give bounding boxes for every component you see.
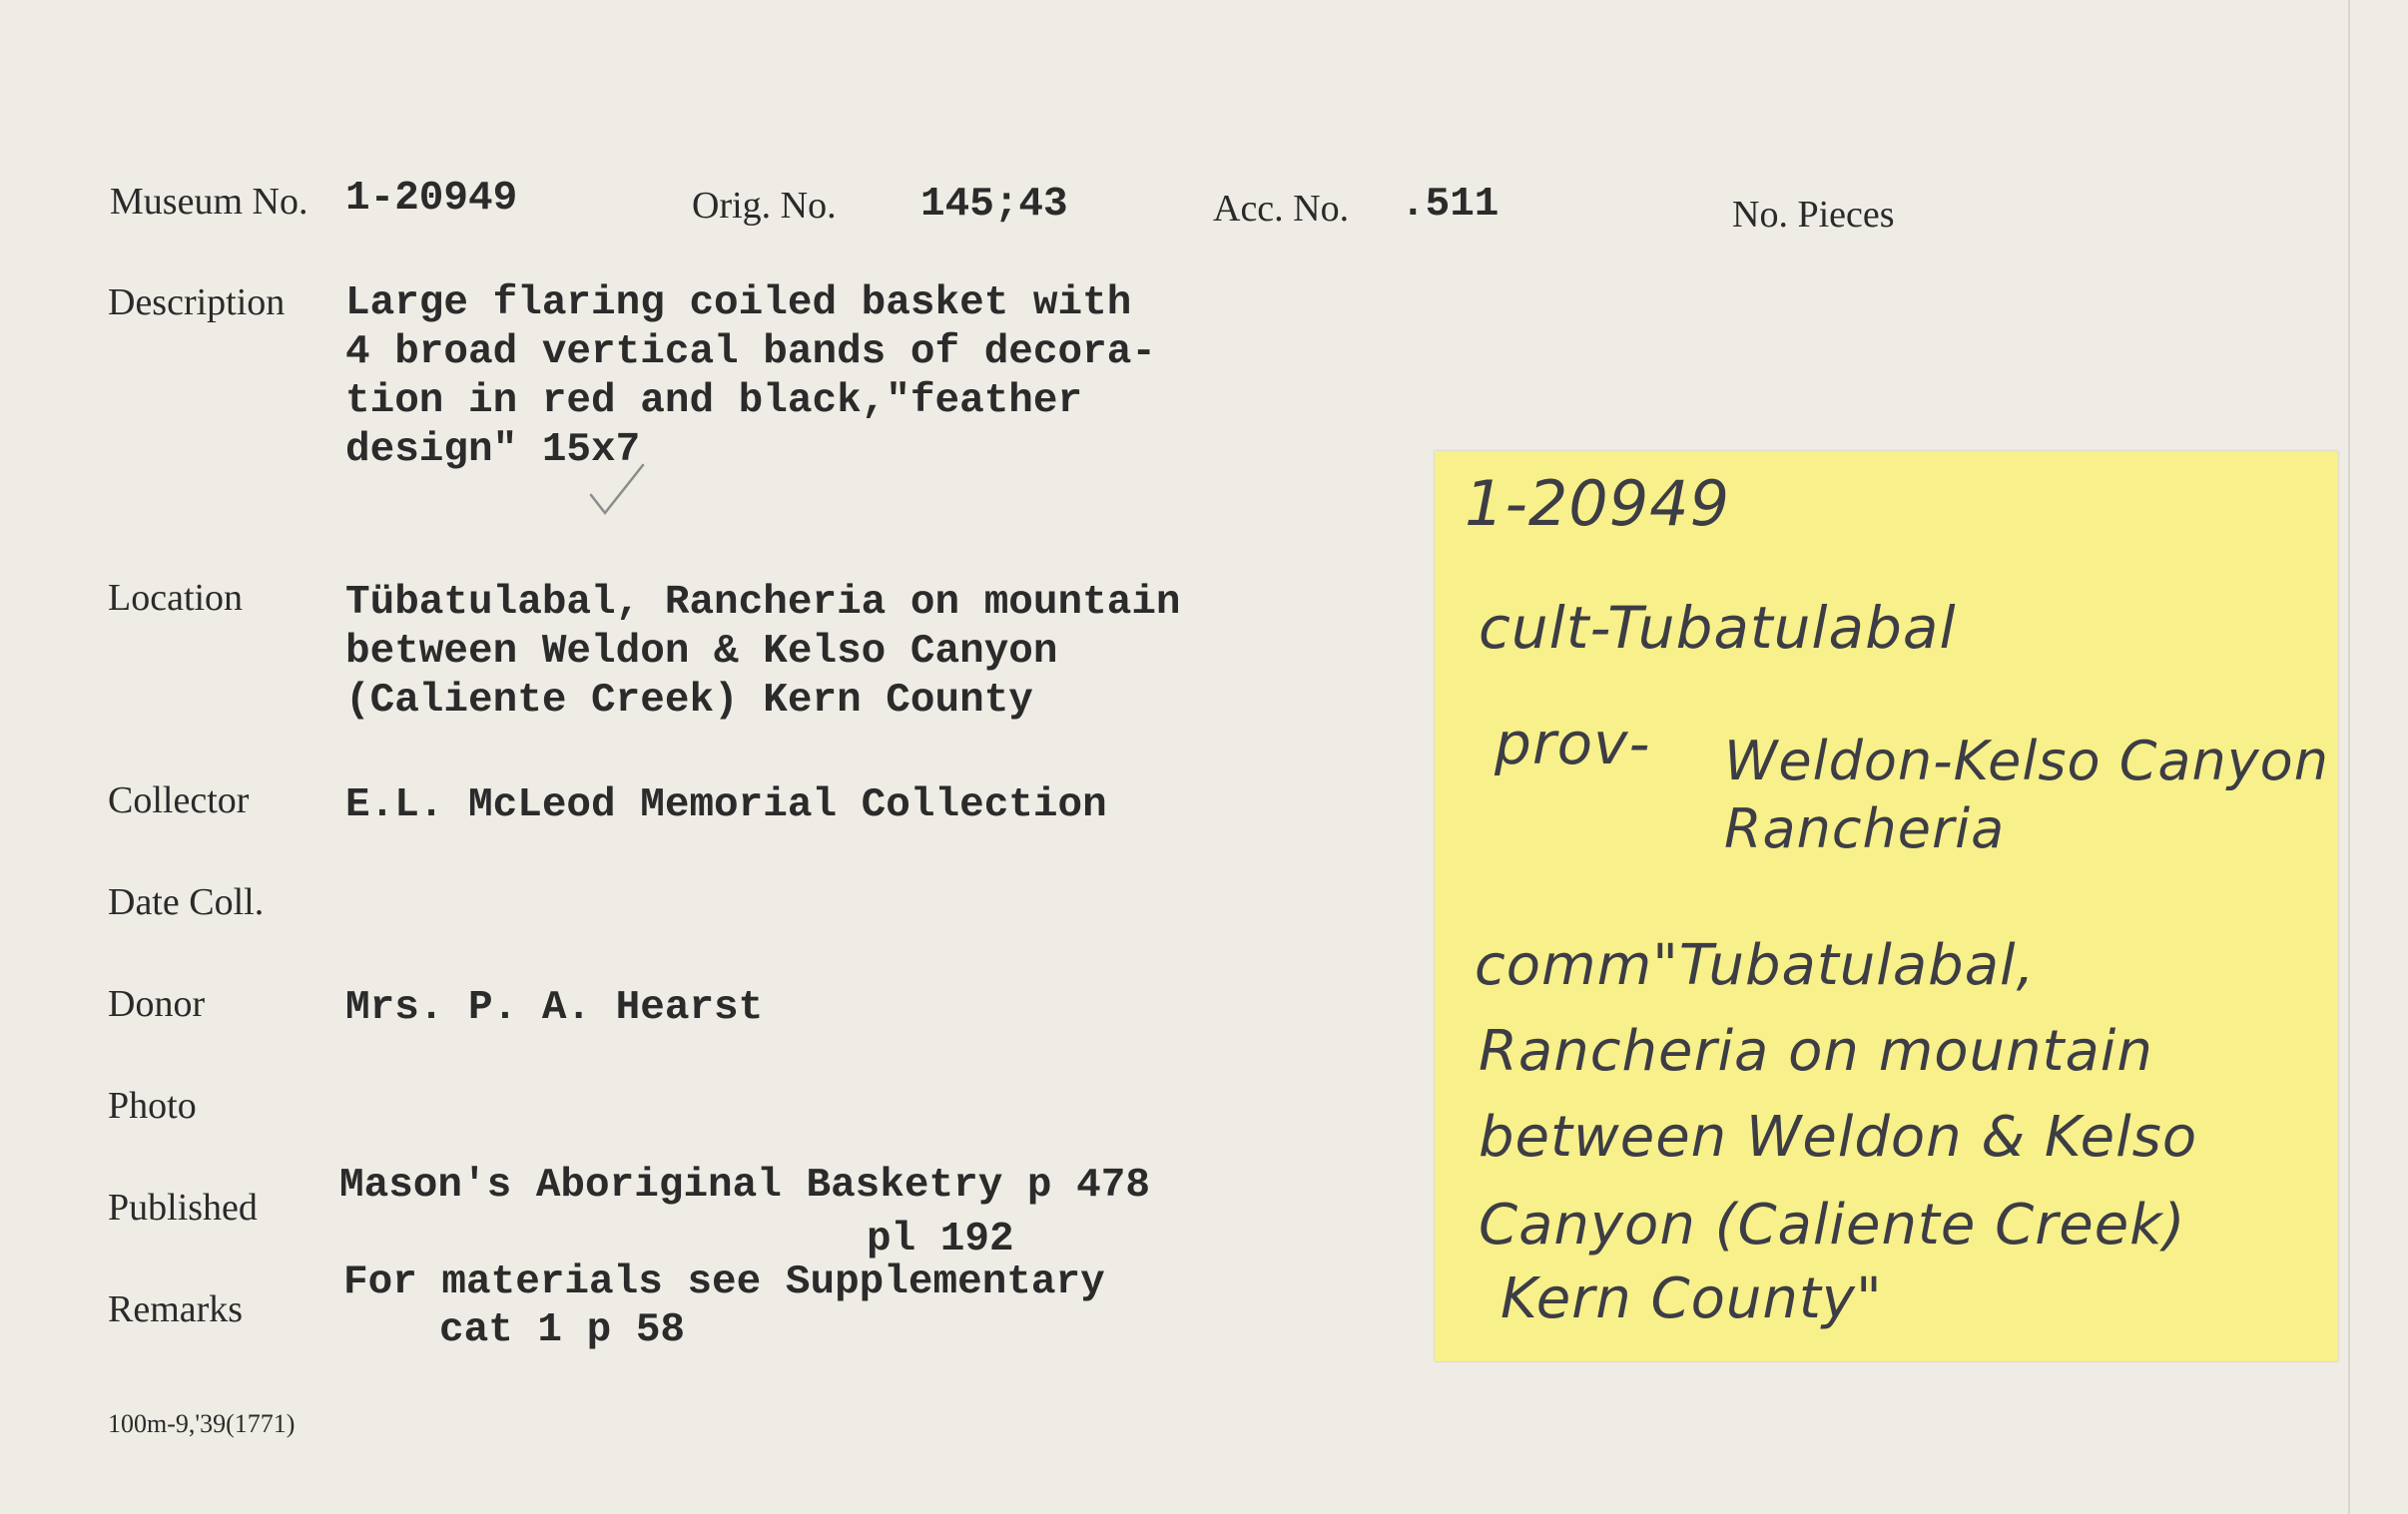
location-line: (Caliente Creek) Kern County (345, 678, 1033, 724)
description-line: tion in red and black,"feather (345, 378, 1083, 424)
orig-no-value: 145;43 (920, 182, 1068, 228)
location-value (345, 579, 1181, 726)
sticky-provenance: Weldon-Kelso Canyon (1724, 730, 2329, 792)
date-coll-label: Date Coll. (108, 881, 265, 923)
no-pieces-label: No. Pieces (1732, 194, 1895, 236)
remarks-value: For materials see Supplementary (343, 1260, 1105, 1305)
orig-no-label: Orig. No. (692, 185, 837, 227)
collector-value: E.L. McLeod Memorial Collection (345, 782, 1107, 828)
checkmark-icon (587, 461, 647, 521)
sticky-provenance-2: Rancheria (1724, 797, 2006, 860)
card-edge-line (2348, 0, 2350, 1514)
location-line: between Weldon & Kelso Canyon (345, 629, 1058, 675)
description-line: 4 broad vertical bands of decora- (345, 329, 1156, 375)
donor-value: Mrs. P. A. Hearst (345, 985, 764, 1031)
donor-label: Donor (108, 983, 206, 1025)
museum-no-value: 1-20949 (345, 176, 518, 222)
remarks-value-2: cat 1 p 58 (439, 1307, 686, 1353)
sticky-comment-4: Canyon (Caliente Creek) (1479, 1193, 2186, 1258)
sticky-provenance-label: prov- (1495, 710, 1651, 777)
description-line: Large flaring coiled basket with (345, 280, 1132, 326)
location-label: Location (108, 577, 244, 619)
sticky-comment: comm"Tubatulabal, (1475, 933, 2036, 998)
collector-label: Collector (108, 779, 250, 821)
museum-no-label: Museum No. (110, 181, 308, 223)
acc-no-value: .511 (1401, 182, 1500, 228)
sticky-comment-2: Rancheria on mountain (1479, 1019, 2153, 1084)
sticky-comment-3: between Weldon & Kelso (1479, 1105, 2198, 1170)
published-label: Published (108, 1187, 258, 1229)
description-line: design" 15x7 (345, 427, 641, 473)
published-value: Mason's Aboriginal Basketry p 478 (339, 1163, 1150, 1209)
location-line: Tübatulabal, Rancheria on mountain (345, 580, 1181, 626)
sticky-note (1435, 451, 2338, 1361)
photo-label: Photo (108, 1085, 197, 1127)
sticky-culture: cult-Tubatulabal (1479, 594, 1957, 662)
remarks-label: Remarks (108, 1288, 244, 1330)
description-label: Description (108, 281, 286, 323)
published-plate: pl 192 (867, 1217, 1014, 1262)
sticky-comment-5: Kern County" (1501, 1266, 1883, 1331)
form-code: 100m-9,'39(1771) (108, 1409, 296, 1438)
acc-no-label: Acc. No. (1213, 188, 1350, 230)
description-value (345, 279, 1156, 475)
sticky-catalog-number: 1-20949 (1465, 467, 1731, 540)
